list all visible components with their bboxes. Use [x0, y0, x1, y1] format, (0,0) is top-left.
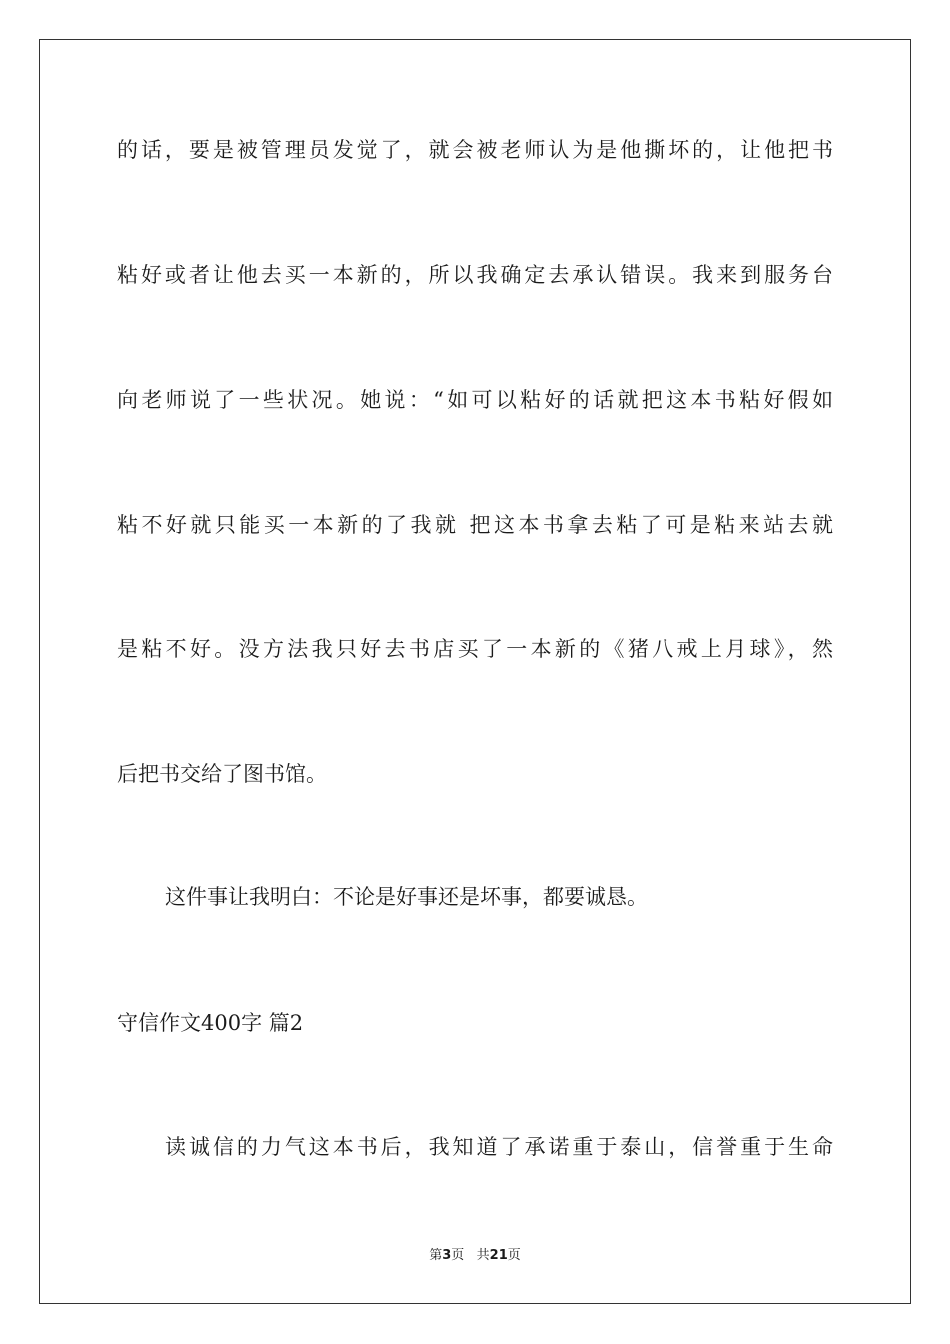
current-page-number: 3 — [442, 1248, 452, 1263]
paragraph-line: 的话，要是被管理员发觉了，就会被老师认为是他撕坏的，让他把书 — [117, 138, 833, 162]
total-pages-number: 21 — [489, 1248, 508, 1263]
paragraph-line: 读诚信的力气这本书后，我知道了承诺重于泰山，信誉重于生命 — [165, 1135, 833, 1159]
footer-suffix: 页 — [507, 1248, 521, 1263]
paragraph-line: 向老师说了一些状况。她说：“如可以粘好的话就把这本书粘好假如 — [117, 388, 833, 412]
paragraph-line: 粘不好就只能买一本新的了我就 把这本书拿去粘了可是粘来站去就 — [117, 513, 833, 537]
paragraph-line: 后把书交给了图书馆。 — [117, 762, 327, 786]
paragraph-text: 这件事让我明白：不论是好事还是坏事，都要诚恳。 — [165, 885, 648, 909]
paragraph-line: 粘好或者让他去买一本新的，所以我确定去承认错误。我来到服务台 — [117, 263, 833, 287]
footer-prefix: 第 — [429, 1248, 443, 1263]
section-heading: 守信作文400字 篇2 — [117, 1011, 304, 1035]
paragraph-line: 是粘不好。没方法我只好去书店买了一本新的《猪八戒上月球》，然 — [117, 637, 833, 661]
page-border — [39, 39, 911, 1304]
page-footer — [0, 1246, 950, 1266]
footer-middle: 页 共 — [451, 1248, 490, 1263]
